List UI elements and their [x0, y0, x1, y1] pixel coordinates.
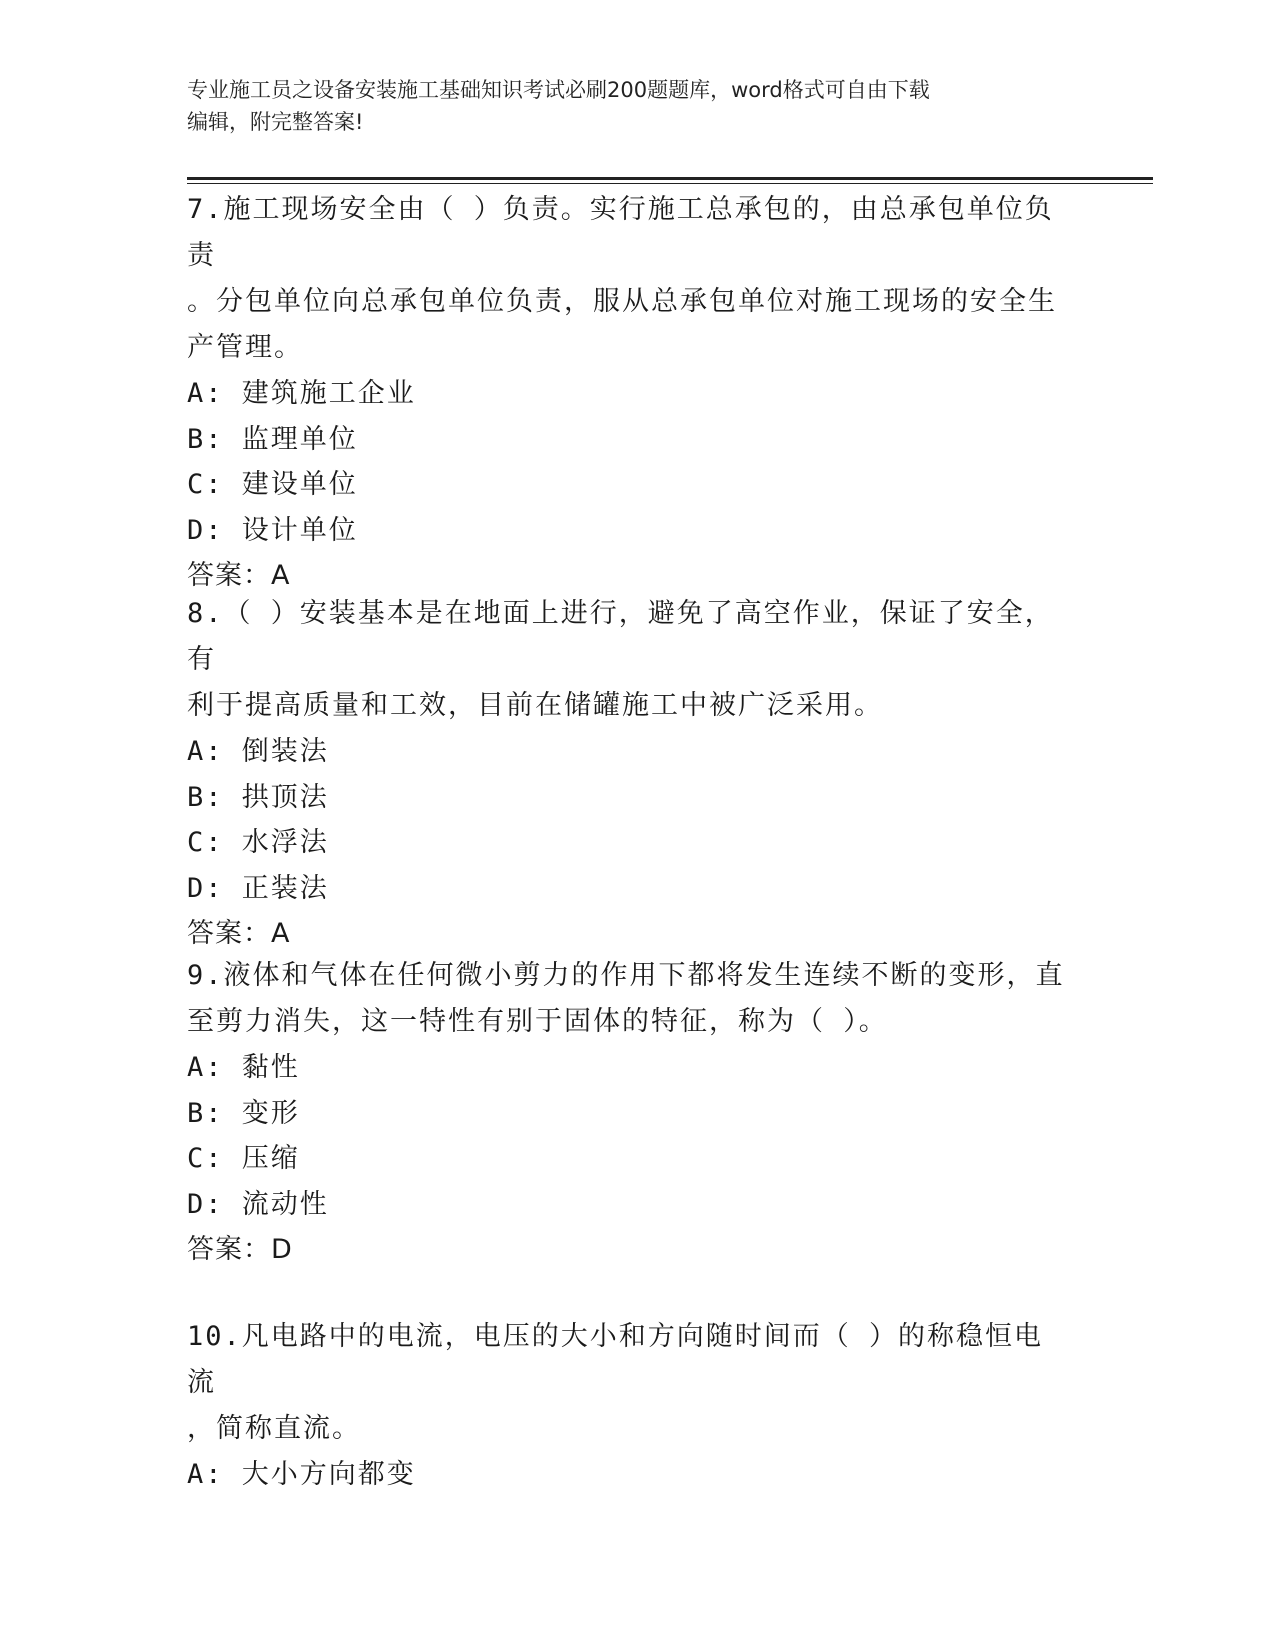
header-rule-thick	[187, 177, 1153, 180]
option-d: D: 设计单位	[187, 514, 358, 546]
option-b: B: 拱顶法	[187, 781, 329, 813]
header-line-1: 专业施工员之设备安装施工基础知识考试必刷200题题库，word格式可自由下载	[187, 78, 930, 102]
question-stem-line: ，简称直流。	[187, 1413, 361, 1444]
question-8	[187, 591, 1067, 957]
option-d: D: 正装法	[187, 872, 329, 904]
question-stem-line: 7.施工现场安全由（ ）负责。实行施工总承包的，由总承包单位负责	[187, 194, 1054, 271]
question-stem-line: 利于提高质量和工效，目前在储罐施工中被广泛采用。	[187, 690, 883, 721]
answer: 答案：A	[187, 918, 291, 949]
option-c: C: 建设单位	[187, 469, 358, 500]
option-a: A: 倒装法	[187, 736, 329, 767]
question-stem-line: 9.液体和气体在任何微小剪力的作用下都将发生连续不断的变形，直	[187, 960, 1065, 991]
option-c: C: 压缩	[187, 1143, 300, 1174]
document-header	[187, 74, 1067, 138]
question-stem-line: 10.凡电路中的电流，电压的大小和方向随时间而（ ）的称稳恒电流	[187, 1321, 1044, 1398]
question-stem-line: 至剪力消失，这一特性有别于固体的特征，称为（ ）。	[187, 1006, 888, 1037]
option-b: B: 监理单位	[187, 423, 358, 455]
option-c: C: 水浮法	[187, 827, 329, 858]
question-stem-line: 8.（ ）安装基本是在地面上进行，避免了高空作业，保证了安全，有	[187, 598, 1054, 675]
option-a: A: 建筑施工企业	[187, 378, 416, 409]
header-line-2: 编辑，附完整答案!	[187, 110, 364, 134]
option-a: A: 大小方向都变	[187, 1459, 416, 1490]
question-10	[187, 1314, 1067, 1498]
answer: 答案：D	[187, 1234, 293, 1265]
question-stem-line: 产管理。	[187, 332, 303, 363]
option-a: A: 黏性	[187, 1052, 300, 1083]
option-b: B: 变形	[187, 1097, 300, 1129]
option-d: D: 流动性	[187, 1188, 329, 1220]
question-stem-line: 。分包单位向总承包单位负责，服从总承包单位对施工现场的安全生	[187, 286, 1057, 317]
question-7	[187, 187, 1067, 599]
answer: 答案：A	[187, 560, 291, 591]
question-9	[187, 953, 1067, 1273]
header-rule-thin	[187, 183, 1153, 184]
